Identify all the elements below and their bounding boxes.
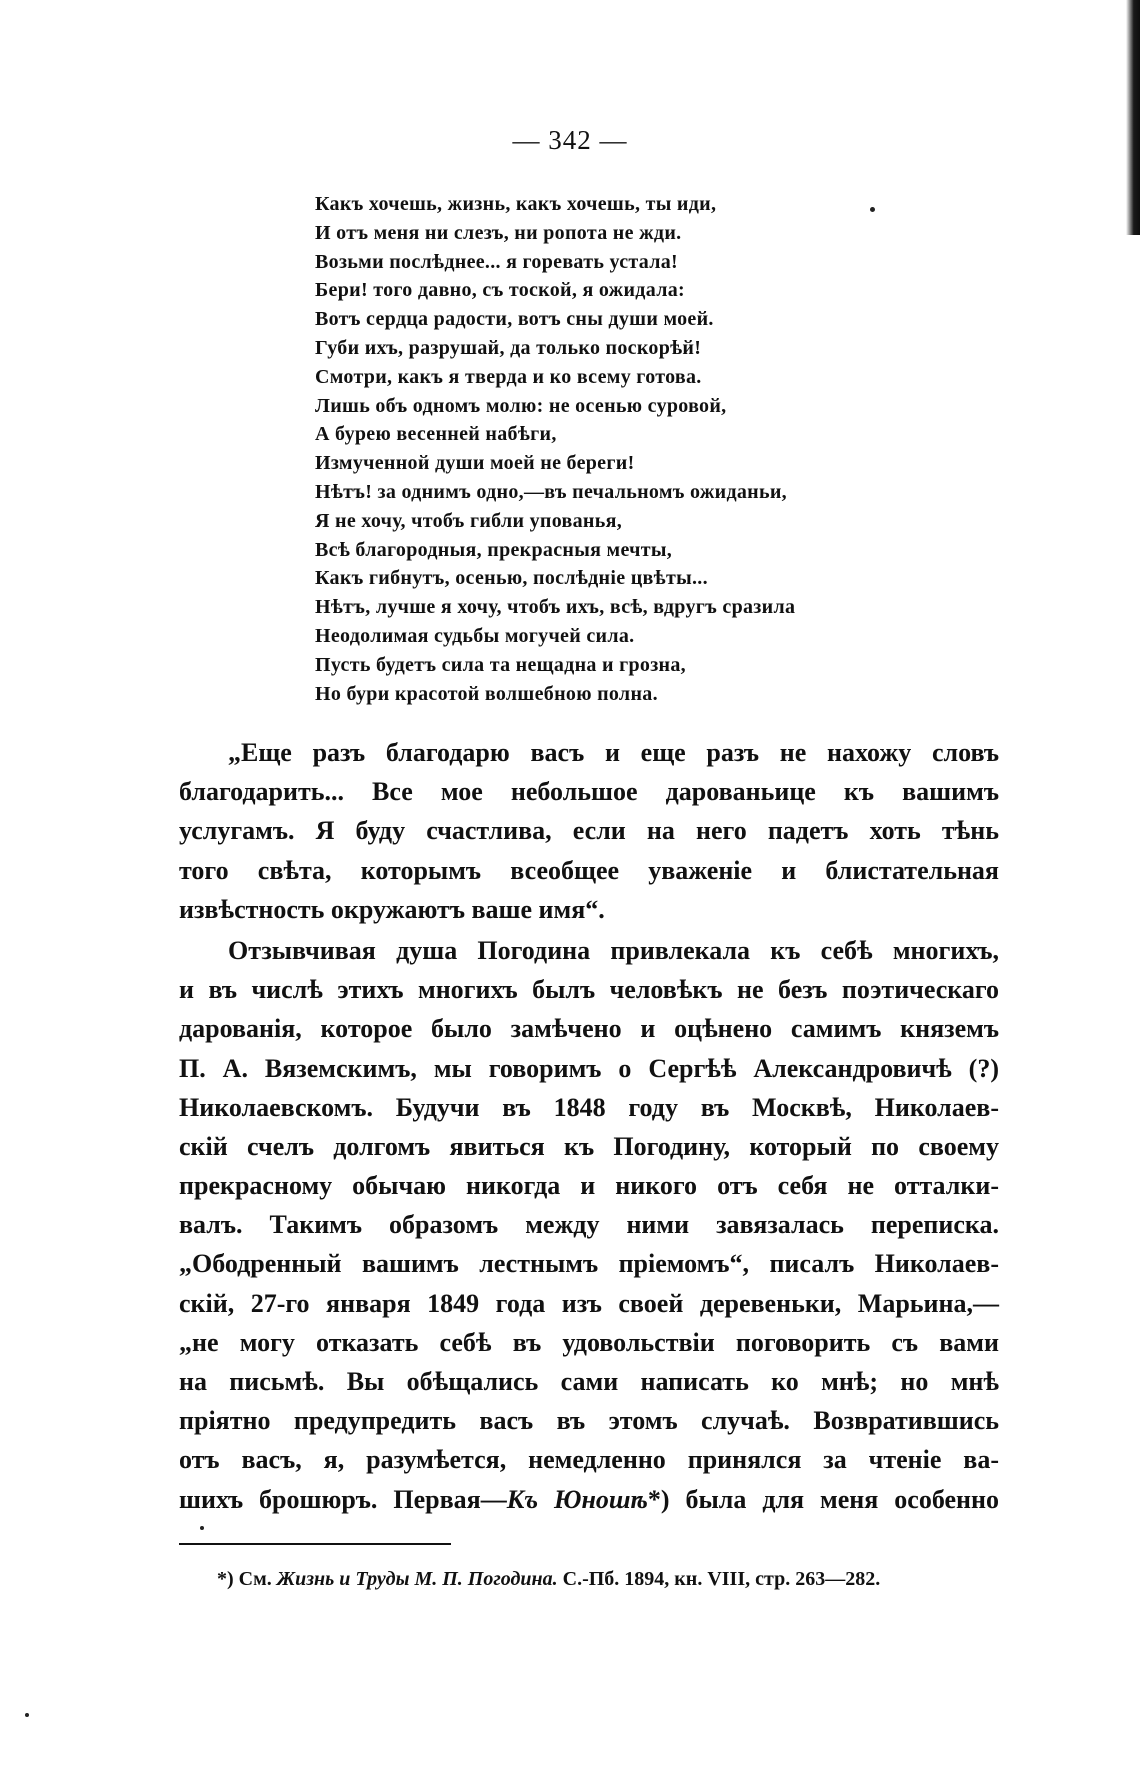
text-line-last — [179, 1480, 999, 1519]
paragraph-letter-quote — [179, 733, 999, 929]
text-line: дарованія, которое было замѣчено и оцѣнено самимъ княземъ — [179, 1014, 999, 1044]
text-line: „Еще разъ благодарю васъ и еще разъ не нахожу словъ — [228, 738, 999, 767]
text-line: и въ числѣ этихъ многихъ былъ человѣкъ не безъ поэтическаго — [179, 975, 999, 1005]
poem-line: Но бури красотой волшебною полна. — [315, 682, 658, 705]
text-line: пріятно предупредить васъ въ этомъ случаѣ. Возвратившись — [179, 1406, 999, 1436]
text-line: Отзывчивая душа Погодина привлекала къ себѣ многихъ, — [228, 935, 999, 965]
poem-line: Возьми послѣднее... я горевать устала! — [315, 250, 678, 273]
ink-speck — [200, 1526, 204, 1530]
text-run: *) была для меня особенно — [647, 1484, 999, 1514]
poem-line: А бурею весенней набѣги, — [315, 423, 557, 446]
body-text — [179, 733, 999, 1519]
footnote-italic-title: Жизнь и Труды М. П. Погодина. — [276, 1568, 558, 1590]
poem-line: Нѣтъ! за однимъ одно,—въ печальномъ ожиданьи, — [315, 480, 787, 503]
footnote-marker: *) См. — [217, 1568, 277, 1590]
text-line: скій счелъ долгомъ явиться къ Погодину, который по своему — [179, 1131, 999, 1161]
footnote — [217, 1565, 997, 1593]
text-line: валъ. Такимъ образомъ между ними завязалась переписка. — [179, 1210, 999, 1240]
poem-block — [315, 190, 915, 708]
text-line: того свѣта, которымъ всеобщее уваженіе и блистательная — [179, 855, 999, 885]
text-line: извѣстность окружаютъ ваше имя“. — [179, 894, 605, 924]
text-line: скій, 27-го января 1849 года изъ своей деревеньки, Марьина,— — [179, 1288, 999, 1318]
ink-speck — [25, 1713, 29, 1717]
text-line: на письмѣ. Вы обѣщались сами написать ко мнѣ; но мнѣ — [179, 1367, 999, 1396]
text-run: шихъ брошюръ. Первая— — [179, 1484, 507, 1514]
page-edge-shadow — [1126, 0, 1140, 235]
poem-line: И отъ меня ни слезъ, ни ропота не жди. — [315, 221, 682, 244]
text-line: услугамъ. Я буду счастлива, если на него падетъ хоть тѣнь — [179, 816, 999, 846]
text-line: благодарить... Все мое небольшое дарованьице къ вашимъ — [179, 777, 999, 807]
poem-line: Бери! того давно, съ тоской, я ожидала: — [315, 279, 685, 302]
text-line: прекрасному обычаю никогда и никого отъ себя не отталки- — [179, 1171, 999, 1201]
poem-line: Вотъ сердца радости, вотъ сны души моей. — [315, 308, 714, 331]
text-line: Николаевскомъ. Будучи въ 1848 году въ Москвѣ, Николаев- — [179, 1092, 999, 1122]
poem-line: Измученной души моей не береги! — [315, 452, 635, 475]
text-line: „не могу отказать себѣ въ удовольствіи поговорить съ вами — [179, 1327, 999, 1357]
italic-title-run: Къ Юношѣ — [506, 1484, 648, 1514]
footnote-reference: С.-Пб. 1894, кн. VIII, стр. 263—282. — [557, 1568, 881, 1590]
page-number: — 342 — — [512, 125, 628, 155]
poem-line: Губи ихъ, разрушай, да только поскорѣй! — [315, 336, 702, 359]
poem-line: Смотри, какъ я тверда и ко всему готова. — [315, 365, 702, 388]
text-line: отъ васъ, я, разумѣется, немедленно принялся за чтеніе ва- — [179, 1445, 999, 1475]
paragraph-nikolaevsky — [179, 931, 999, 1519]
poem-line: Какъ хочешь, жизнь, какъ хочешь, ты иди, — [315, 193, 717, 215]
poem-line: Лишь объ одномъ молю: не осенью суровой, — [315, 394, 727, 417]
poem-line: Пусть будетъ сила та нещадна и грозна, — [315, 653, 686, 676]
text-line: „Ободренный вашимъ лестнымъ пріемомъ“, писалъ Николаев- — [179, 1249, 999, 1279]
poem-line: Я не хочу, чтобъ гибли упованья, — [315, 509, 623, 532]
footnote-divider — [179, 1543, 451, 1545]
text-line: П. А. Вяземскимъ, мы говоримъ о Сергѣѣ Александровичѣ (?) — [179, 1053, 999, 1083]
poem-line: Нѣтъ, лучше я хочу, чтобъ ихъ, всѣ, вдругъ сразила — [315, 596, 796, 619]
poem-line: Неодолимая судьбы могучей сила. — [315, 624, 635, 647]
poem-line: Какъ гибнутъ, осенью, послѣдніе цвѣты... — [315, 567, 708, 590]
poem-line: Всѣ благородныя, прекрасныя мечты, — [315, 538, 673, 561]
